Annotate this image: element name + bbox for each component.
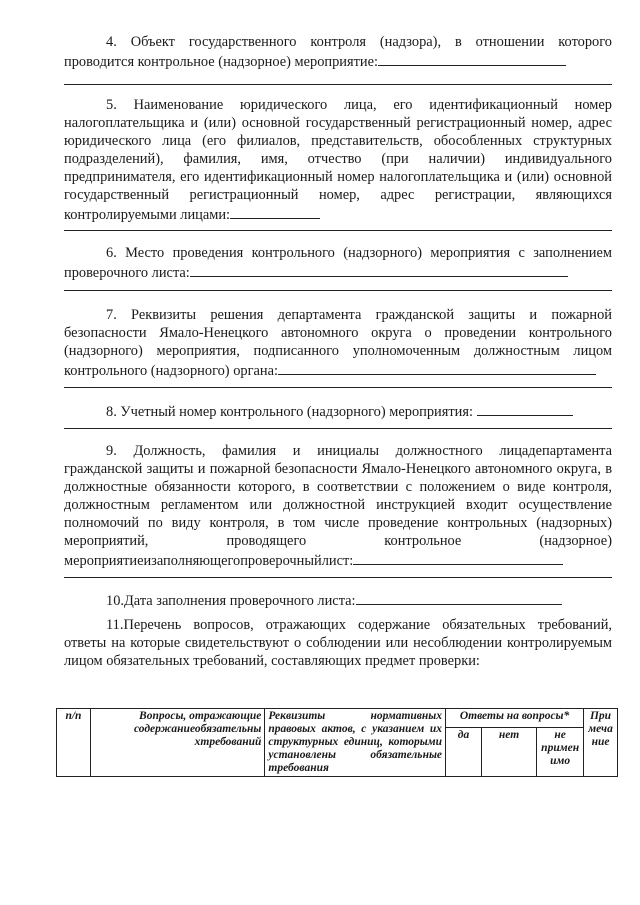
col-answer-yes: да [446,727,482,776]
item-8-text: 8. Учетный номер контрольного (надзорного) мероприятия: [106,404,473,420]
item-8-rule [64,428,612,429]
item-5 [64,96,612,224]
item-7-body: безопасности Ямало-Ненецкого автономного округа о проведении контрольного (надзорного) мероприятия, подписанного уполномоченным должностным лицом контрольного (надзорного) органа: [64,325,612,379]
col-note-header: Примечание [584,709,618,777]
item-4-line1: 4. Объект государственного контроля (надзора), в отношении которого [106,34,612,50]
item-7-rule [64,387,612,388]
item-9-body: гражданской защиты и пожарной безопасности Ямало-Ненецкого автономного округа, в должностные обязанности которого, в соответствии с положением о виде контроля, должностным регламентом или должностной инструкцией входит осуществление полномочий по виду контроля, в том числе проведение контрольных (надзорных) мероприятий, проводящего контрольное (надзорное) мероприятиеизаполняющегопроверочныйлист: [64,461,612,569]
item-6-fill[interactable] [190,262,568,277]
item-7-line1: 7. Реквизиты решения департамента гражданской защиты и пожарной [106,307,612,323]
item-5-body: налогоплательщика и (или) основной государственный регистрационный номер, адрес юридического лица (его филиалов, представительств, обособленных структурных подразделений), фамилия, имя, отчество (при наличии) индивидуального предпринимателя, его идентификационный номер налогоплательщика и (или) основной государственный регистрационный номер, адрес регистрации, являющихся контролируемыми лицами: [64,115,612,223]
col-answer-no: нет [481,727,536,776]
checklist-table [56,708,618,777]
item-5-fill[interactable] [230,204,320,219]
item-4-rule [64,84,612,85]
item-4-fill[interactable] [378,51,566,66]
item-9 [64,442,612,570]
item-11-body: ответы на которые свидетельствуют о соблюдении или несоблюдении контролируемым лицом обязательных требований, составляющих предмет проверки: [64,635,612,669]
item-11-line1: 11.Перечень вопросов, отражающих содержание обязательных требований, [106,617,612,633]
item-7-fill[interactable] [278,360,596,375]
col-num-header: п/п [57,709,91,777]
item-9-line1: 9. Должность, фамилия и инициалы должностного лицадепартамента [106,443,612,459]
item-6-line2: проверочного листа: [64,265,190,281]
item-10-text: 10.Дата заполнения проверочного листа: [106,593,356,609]
col-answer-na: не примен имо [537,727,584,776]
item-9-fill[interactable] [353,550,563,565]
item-9-rule [64,577,612,578]
item-6-line1: 6. Место проведения контрольного (надзорного) мероприятия с заполнением [106,245,612,261]
item-5-rule [64,230,612,231]
table-header-row-1 [57,709,618,728]
item-6-rule [64,290,612,291]
col-questions-header: Вопросы, отражающие содержаниеобязательны хтребований [90,709,265,777]
item-8-fill[interactable] [477,401,573,416]
item-8 [64,401,612,421]
item-4-line2: проводится контрольное (надзорное) мероприятие: [64,54,378,70]
item-7 [64,306,612,380]
col-requisites-header: Реквизиты нормативных правовых актов, с указанием их структурных единиц, которыми установлены обязательные требования [265,709,446,777]
item-10-fill[interactable] [356,590,562,605]
item-4 [64,33,612,71]
item-5-line1: 5. Наименование юридического лица, его идентификационный номер [106,97,612,113]
item-11 [64,616,612,670]
item-10 [64,590,612,610]
item-6 [64,244,612,282]
col-answers-header: Ответы на вопросы* [446,709,584,728]
